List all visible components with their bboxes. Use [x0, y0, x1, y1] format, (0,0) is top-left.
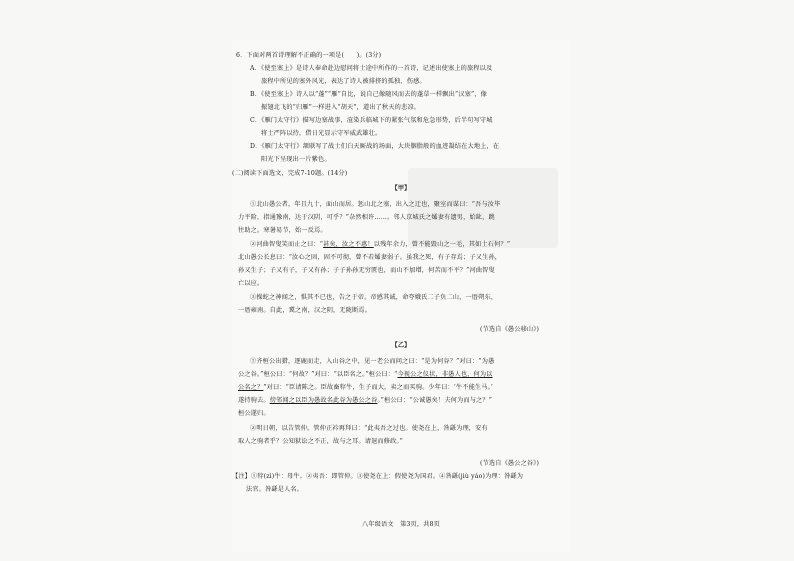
option-a-line1: A．《使至塞上》是诗人奉命赴边慰问将士途中所作的一首诗，记述出使塞上的旅程以及 — [250, 65, 493, 72]
jia-p2-text-a: ②河曲智叟笑而止之曰：“ — [250, 241, 324, 248]
jia-p2-text-b: 以残年余力，曾不能毁山之一毛，其如土石何？” — [373, 241, 511, 248]
option-d-line1: D．《雁门太守行》颔联写了战士们白天厮战的场面，大块胭脂般的血迹凝结在大地上，在 — [250, 143, 500, 150]
yi-heading: 【乙】 — [391, 342, 411, 349]
jia-p1-line1: ①北山愚公者，年且九十，面山而居。惩山北之塞，出入之迂也，聚室而谋曰：“吾与汝毕 — [250, 201, 501, 208]
yi-p1-line3 — [238, 384, 493, 391]
yi-p1-underlined-cont: 公名之？ — [238, 384, 264, 391]
option-c-line1: C．《雁门太守行》描写边塞战事，渲染兵临城下的紧张气氛和危急形势，后半句写守城 — [250, 117, 493, 124]
yi-source: (节选自《愚公之谷》) — [480, 460, 540, 467]
yi-p1-line1: ①齐桓公出猎，逐鹿而走，入山谷之中，见一老公而问之曰：“是为何谷？”对曰：“为愚 — [250, 358, 495, 365]
yi-note-line2: 法官。咎繇是人名。 — [246, 486, 304, 493]
option-a-line2: 旅程中所见的塞外风光，表达了诗人被排挤的孤独、伤感。 — [261, 78, 426, 85]
yi-p1-text-a: 遂持驹去。 — [238, 397, 270, 404]
jia-p1-line3: 往助之。寒暑易节，始一反焉。 — [238, 227, 327, 234]
option-b-line1: B．《使至塞上》诗人以“蓬”“雁”自比，说自己像随风而去的蓬草一样飘出“汉塞”，像 — [250, 91, 487, 98]
jia-p1-line2: 力平险，指通豫南，达于汉阴，可乎？”杂然相许……。邻人京城氏之孀妻有遗男，始龀，跳 — [238, 214, 495, 221]
jia-source: (节选自《愚公移山》) — [480, 326, 540, 333]
yi-p1-underlined: 今视公之仪状，非愚人也，何为以 — [397, 371, 493, 378]
yi-p1-line2 — [238, 371, 493, 378]
option-c-line2: 将士严阵以待，借日光显示守军威武雄壮。 — [261, 130, 382, 137]
jia-p2-line1 — [250, 241, 510, 248]
jia-p3-line2: 一厝雍南。自此，冀之南，汉之阴，无陇断焉。 — [238, 307, 372, 314]
jia-p3-line1: ③操蛇之神闻之，惧其不已也，告之于帝。帝感其诚，命夸娥氏二子负二山，一厝朔东， — [250, 294, 498, 301]
page-footer: 八年级语文 第3页，共8页 — [362, 521, 440, 528]
yi-p2-line2: 取人之驹者乎？公知狱讼之不正，故与之耳。请退而修政。” — [238, 438, 403, 445]
yi-p1-underlined-2: 傍邻闻之以臣为愚故名此谷为愚公之谷 — [269, 397, 378, 404]
yi-p1-text: 公之谷。”桓公曰：“何故？”对曰：“以臣名之。”桓公曰：“ — [238, 371, 398, 378]
jia-p2-line3: 孙又生子；子又有子，子又有孙；子子孙孙无穷匮也，而山不加增，何苦而不平？”河曲智叟 — [238, 267, 495, 274]
yi-p1-line4 — [238, 397, 492, 404]
yi-p1-line5: 桓公遂归。 — [238, 410, 270, 417]
section-2-heading: (二)阅读下面选文，完成7-10题。(14分) — [232, 170, 348, 177]
jia-p2-underlined: 甚矣，汝之不惠！ — [323, 241, 374, 248]
question-6-stem: 6．下面对两首诗理解不正确的一项是( )。(3分) — [236, 52, 382, 59]
yi-p1-text-cont: ”对曰：“臣请陈之。臣故畜牸牛，生子而大，卖之而买驹。少年曰：‘牛不能生马。’ — [263, 384, 493, 391]
yi-note-line1: 【注】①牸(zì)牛：母牛。②夷吾：即管仲。③使尧在上：假使尧为国君。④咎繇(jiù yáo)为理：咎繇为 — [232, 473, 524, 480]
yi-p1-text-b: 。”桓公曰：“公诚愚矣！夫何为而与之？” — [377, 397, 493, 404]
exam-page — [232, 40, 570, 552]
jia-heading: 【甲】 — [391, 185, 411, 192]
option-b-line2: 振翅北飞的“归雁”一样进入“胡天”，道出了秋天的悲凉。 — [261, 104, 421, 111]
yi-p2-line1: ②明日朝，以告管仲。管仲正衿再拜曰：“此夷吾之过也。使尧在上，咎繇为理，安有 — [250, 425, 488, 432]
jia-p2-line2: 北山愚公长息曰：“汝心之固，固不可彻，曾不若孀妻弱子。虽我之死，有子存焉；子又生孙， — [238, 254, 502, 261]
jia-p2-line4: 亡以应。 — [238, 280, 264, 287]
option-d-line2: 阳光下呈现出一片紫色。 — [261, 156, 331, 163]
